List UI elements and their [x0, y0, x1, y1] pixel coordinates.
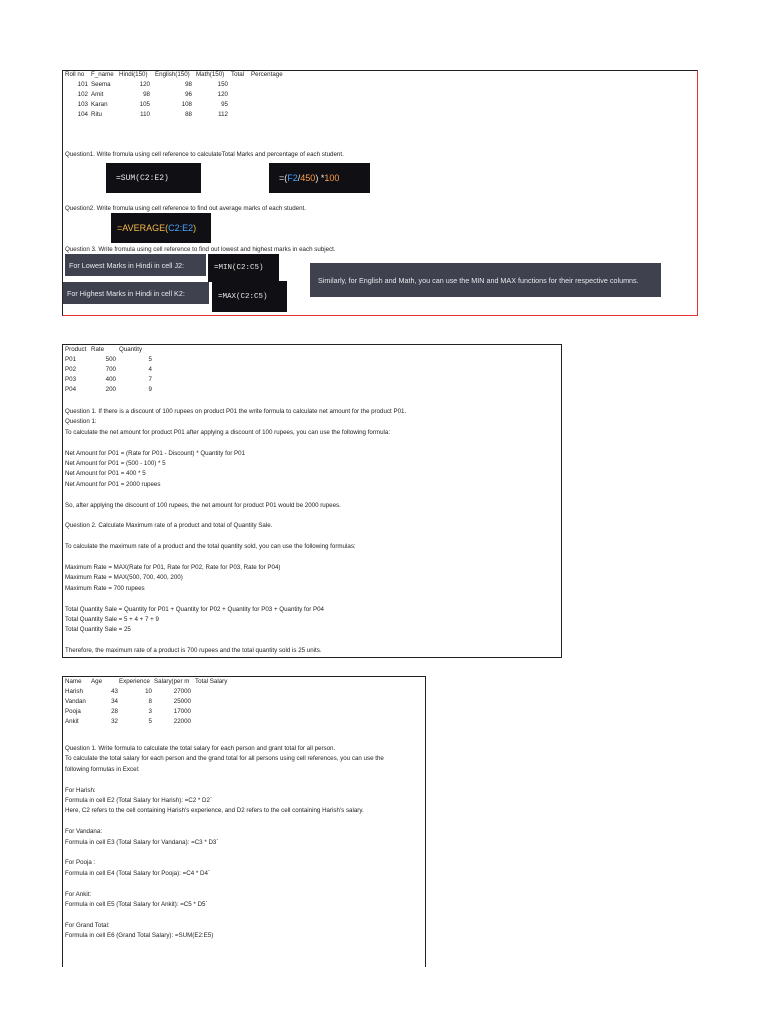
similarly-note-box [310, 263, 661, 297]
cell-hindi: 110 [140, 111, 150, 118]
answer-line: For Grand Total: [65, 921, 110, 929]
cell-roll: 103 [77, 101, 88, 108]
cell-experience: 3 [148, 708, 152, 715]
answer-line: For Vandana: [65, 828, 103, 836]
question-3-text: Question 3. Write fromula using cell reference to find out lowest and highest marks in each subject. [65, 246, 336, 253]
cell-name: Harish [65, 688, 83, 695]
avg-fn: =AVERAGE( [117, 223, 169, 233]
similarly-note-text: Similarly, for English and Math, you can use the MIN and MAX functions for their respective columns. [318, 275, 639, 285]
header-english: English(150) [155, 71, 190, 78]
cell-hindi: 105 [139, 101, 150, 108]
lowest-marks-label-box [65, 254, 206, 276]
answer-line: Net Amount for P01 = 400 * 5 [65, 470, 146, 478]
max-formula-snippet [212, 281, 287, 312]
cell-salary: 17000 [173, 708, 191, 715]
lowest-marks-label: For Lowest Marks in Hindi in cell J2: [69, 260, 185, 270]
highest-marks-label-box [63, 282, 209, 304]
answer-line: Net Amount for P01 = (500 - 100) * 5 [65, 460, 166, 467]
cell-hindi: 98 [143, 91, 150, 98]
cell-experience: 10 [145, 688, 152, 695]
cell-rate: 700 [105, 366, 116, 373]
question-1-text: Question1. Write fromula using cell reference to calculateTotal Marks and percentage of each student. [65, 151, 344, 158]
answer-line: To calculate the maximum rate of a product and the total quantity sold, you can use the following formulas: [65, 543, 356, 551]
answer-line: Formula in cell E2 (Total Salary for Harish): =C2 * D2` [65, 797, 213, 804]
cell-salary: 25000 [173, 698, 191, 705]
cell-roll: 101 [77, 81, 88, 88]
pct-hundred: 100 [324, 173, 340, 183]
answer-line: Total Quantity Sale = Quantity for P01 + Quantity for P02 + Quantity for P03 + Quantity for P04 [65, 605, 324, 613]
cell-english: 108 [181, 101, 192, 108]
cell-roll: 104 [77, 111, 88, 118]
answer-line: To calculate the net amount for product P01 after applying a discount of 100 rupees, you can use the following formula: [65, 428, 391, 436]
question-2-text: Question2. Write fromula using cell reference to find out average marks of each student. [65, 205, 306, 212]
cell-name: Ankit [65, 718, 79, 725]
header-total: Total [231, 71, 245, 78]
answer-line: Total Quantity Sale = 5 + 4 + 7 + 9 [65, 616, 159, 623]
cell-age: 34 [111, 698, 118, 705]
answer-line: Net Amount for P01 = 2000 rupees [65, 480, 161, 488]
answer-line: Therefore, the maximum rate of a product is 700 rupees and the total quantity sold is 25 units. [65, 647, 322, 655]
header-fname: F_name [91, 71, 114, 78]
cell-name: Pooja [65, 708, 81, 715]
cell-experience: 5 [148, 718, 152, 725]
answer-line: Net Amount for P01 = (Rate for P01 - Discount) * Quantity for P01 [65, 449, 246, 457]
header-product: Product [65, 346, 87, 353]
min-formula-text: =MIN(C2:C5) [214, 264, 264, 272]
cell-product: P03 [65, 376, 77, 383]
cell-math: 150 [217, 81, 228, 88]
pct-ref: F2 [287, 173, 298, 183]
answer-line: Question 1. If there is a discount of 100 rupees on product P01 the write formula to calculate net amount for the product P01. [65, 408, 407, 415]
answer-line: Question 1: [65, 418, 97, 426]
cell-name: Ritu [91, 111, 103, 118]
answer-line: For Ankit: [65, 890, 92, 898]
cell-age: 28 [111, 708, 118, 715]
cell-english: 96 [185, 91, 192, 98]
cell-salary: 22000 [173, 718, 191, 725]
answer-line: Maximum Rate = MAX(Rate for P01, Rate for P02, Rate for P03, Rate for P04) [65, 564, 281, 571]
cell-rate: 400 [105, 376, 116, 383]
answer-line: Formula in cell E3 (Total Salary for Vandana): =C3 * D3` [65, 838, 219, 846]
answer-line: Maximum Rate = MAX(500, 700, 400, 200) [65, 574, 183, 582]
cell-hindi: 120 [139, 81, 150, 88]
header-salary: Salary(per m [154, 678, 190, 685]
cell-quantity: 9 [148, 386, 152, 393]
header-quantity: Quantity [119, 346, 143, 353]
cell-roll: 102 [77, 91, 88, 98]
answer-line: To calculate the total salary for each person and the grand total for all persons using cell references, you can use the [65, 755, 384, 763]
cell-math: 120 [217, 91, 228, 98]
answer-line: following formulas in Excel: [65, 765, 140, 773]
answer-line: Total Quantity Sale = 25 [65, 626, 131, 634]
cell-rate: 500 [105, 356, 116, 363]
answer-line: For Harish: [65, 786, 96, 794]
cell-age: 43 [111, 688, 118, 695]
answer-line: Question 1. Write formula to calculate the total salary for each person and grant total for all person. [65, 745, 336, 752]
answer-line: Formula in cell E6 (Grand Total Salary): =SUM(E2:E5) [65, 932, 214, 940]
percentage-formula-snippet [269, 163, 370, 193]
max-formula-text: =MAX(C2:C5) [218, 292, 268, 301]
cell-quantity: 5 [148, 356, 152, 363]
cell-product: P04 [65, 386, 77, 393]
cell-name: Seema [91, 81, 111, 88]
header-name: Name [65, 678, 82, 685]
answer-line: Question 2. Calculate Maximum rate of a product and total of Quantity Sale. [65, 522, 273, 530]
pct-open: =( [279, 173, 288, 183]
cell-quantity: 4 [148, 366, 152, 373]
pct-num: 450 [300, 173, 316, 183]
cell-age: 32 [111, 718, 118, 725]
cell-name: Amit [91, 91, 104, 98]
cell-name: Vandan [65, 698, 86, 705]
answer-line: Formula in cell E4 (Total Salary for Pooja): =C4 * D4` [65, 869, 210, 877]
header-percentage: Percentage [251, 71, 283, 78]
header-rate: Rate [91, 346, 105, 353]
cell-name: Karan [91, 101, 108, 108]
header-experience: Experience [119, 678, 150, 685]
header-roll-no: Roll no [65, 71, 85, 78]
cell-salary: 27000 [173, 688, 191, 695]
avg-close: ) [193, 223, 197, 233]
cell-math: 112 [218, 111, 228, 118]
header-age: Age [91, 678, 103, 685]
header-total-salary: Total Salary [195, 678, 228, 685]
highest-marks-label: For Highest Marks in Hindi in cell K2: [67, 288, 185, 298]
pct-close: ) * [315, 173, 325, 183]
average-formula-snippet [111, 213, 211, 243]
cell-english: 98 [185, 81, 192, 88]
sum-formula-snippet [106, 163, 201, 193]
min-formula-snippet [208, 254, 279, 282]
cell-math: 95 [221, 101, 228, 108]
header-hindi: Hindi(150) [119, 71, 148, 78]
sum-formula-text: =SUM(C2:E2) [116, 173, 169, 183]
answer-line: For Pooja : [65, 859, 96, 867]
cell-product: P01 [65, 356, 77, 363]
answer-line: Here, C2 refers to the cell containing Harish's experience, and D2 refers to the cell containing Harish's salary. [65, 807, 364, 815]
cell-english: 88 [185, 111, 192, 118]
answer-line: So, after applying the discount of 100 rupees, the net amount for product P01 would be 2000 rupees. [65, 501, 341, 509]
cell-rate: 200 [105, 386, 116, 393]
answer-line: Formula in cell E5 (Total Salary for Ankit): =C5 * D5` [65, 901, 208, 908]
header-math: Math(150) [196, 71, 225, 78]
avg-ref: C2:E2 [168, 223, 194, 233]
cell-quantity: 7 [148, 376, 152, 383]
pct-slash: / [297, 173, 301, 183]
cell-experience: 8 [148, 698, 152, 705]
answer-line: Maximum Rate = 700 rupees [65, 584, 145, 592]
cell-product: P02 [65, 366, 77, 373]
